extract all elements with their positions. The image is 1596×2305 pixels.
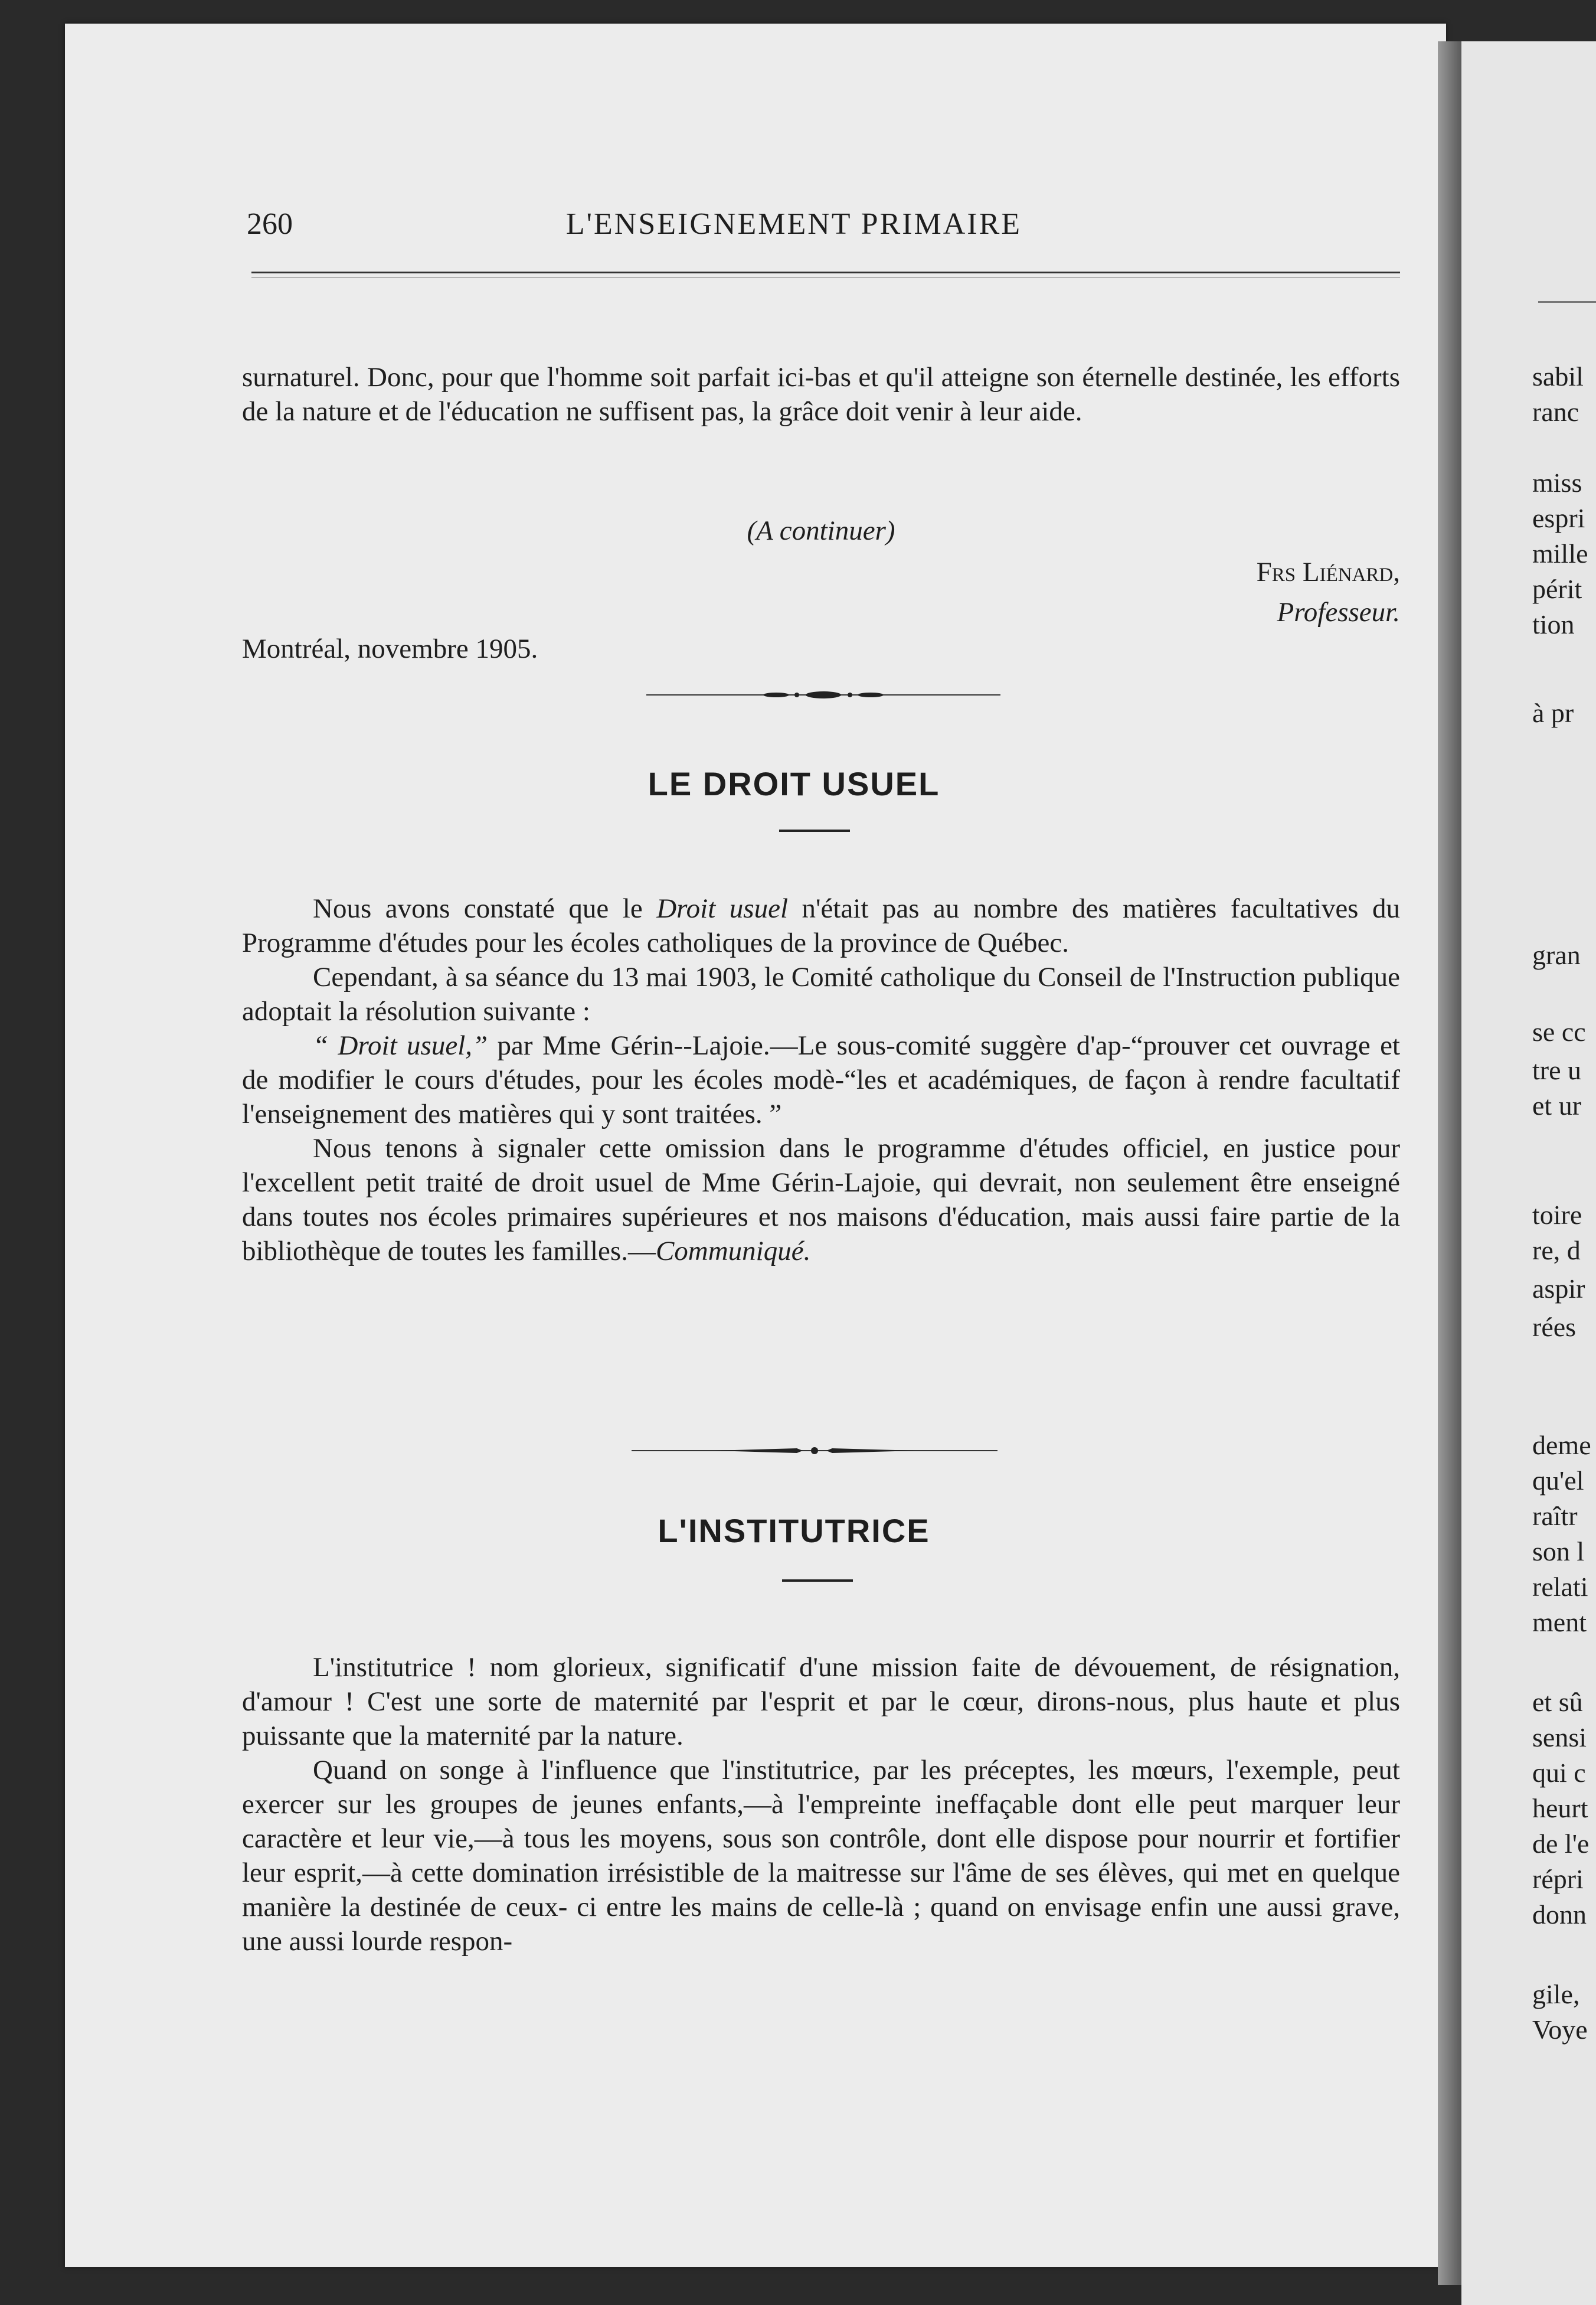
paragraph: L'institutrice ! nom glorieux, significatif d'une mission faite de dévouement, de résignation, d'amour ! C'est une sorte de maternité par l'esprit et par le cœur, dirons-nous, plus haute et plus puissante que la maternité par la nature.: [242, 1652, 1400, 1751]
adjacent-line: se cc: [1532, 1017, 1586, 1047]
adjacent-line: re, d: [1532, 1235, 1581, 1265]
continuation-text: surnaturel. Donc, pour que l'homme soit parfait ici-bas et qu'il atteigne son éternelle destinée, les efforts de la nature et de l'éducation ne suffisent pas, la grâce doit venir à leur aide.: [242, 362, 1400, 427]
section-institutrice-body: [242, 1650, 1400, 1958]
page-number: 260: [247, 207, 293, 241]
adjacent-line: Voye: [1532, 2015, 1588, 2045]
page-gutter: [1438, 41, 1461, 2285]
adjacent-page: [1461, 41, 1596, 2305]
adjacent-line: de l'e: [1532, 1829, 1590, 1859]
section-title-institutrice: L'INSTITUTRICE: [658, 1512, 930, 1549]
paragraph: Quand on songe à l'influence que l'institutrice, par les préceptes, les mœurs, l'exemple, peut exercer sur les groupes de jeunes enfants,—à l'empreinte ineffaçable dont elle peut marquer leur caractère et leur vie,—à tous les moyens, sous son contrôle, dont elle dispose pour nourrir et fortifier leur esprit,—à cette domination irrésistible de la maitresse sur l'âme de ses élèves, qui met en quelque manière la destinée de ceux- ci entre les mains de celle-là ; quand on envisage enfin une aussi grave, une aussi lourde respon-: [242, 1755, 1400, 1957]
adjacent-line: aspir: [1532, 1274, 1585, 1304]
to-be-continued: (A continuer): [747, 515, 895, 546]
adjacent-line: mille: [1532, 538, 1588, 569]
section-title-droit-usuel: LE DROIT USUEL: [647, 765, 940, 802]
quote-paragraph: [242, 1029, 1400, 1131]
adjacent-line: ment: [1532, 1607, 1587, 1637]
adjacent-line: heurt: [1532, 1793, 1588, 1823]
adjacent-line: relati: [1532, 1572, 1588, 1602]
author-title: Professeur.: [1277, 597, 1400, 628]
adjacent-line: à pr: [1532, 698, 1574, 728]
title-underline: [779, 830, 850, 832]
header-rule: [251, 272, 1400, 277]
text-span: Nous avons constaté que le: [313, 893, 657, 924]
adjacent-line: donn: [1532, 1899, 1587, 1929]
adjacent-line: sabil: [1532, 361, 1584, 391]
adjacent-line: et ur: [1532, 1091, 1582, 1121]
paragraph: [242, 892, 1400, 960]
adjacent-line: et sû: [1532, 1687, 1583, 1717]
running-title: L'ENSEIGNEMENT PRIMAIRE: [565, 207, 1022, 241]
adjacent-line: ranc: [1532, 397, 1579, 427]
ornament-divider: [646, 691, 1000, 698]
adjacent-line: qui c: [1532, 1758, 1586, 1788]
text-span: Nous tenons à signaler cette omission dans le programme d'études officiel, en justice pour l'excellent petit traité de droit usuel de Mme Gérin-Lajoie, qui devrait, non seulement être enseigné dans toutes nos écoles primaires supérieures et nos maisons d'éducation, mais aussi faire partie de la bibliothèque de toutes les familles.—: [242, 1133, 1400, 1266]
adjacent-line: gile,: [1532, 1979, 1580, 2009]
signature: Communiqué.: [655, 1236, 811, 1266]
title-underline: [782, 1579, 853, 1582]
section-droit-usuel-body: [242, 892, 1400, 1268]
continuation-paragraph: [242, 360, 1400, 429]
text-span: n'était pas au nombre des matières facultatives du Programme d'études pour les écoles catholiques de la province de Québec.: [242, 893, 1400, 958]
adjacent-line: raîtr: [1532, 1501, 1578, 1531]
adjacent-line: rées: [1532, 1312, 1577, 1342]
author-name: Frs Liénard,: [1256, 557, 1400, 587]
adjacent-line: tion: [1532, 609, 1575, 639]
italic-span: Droit usuel: [656, 893, 789, 924]
adjacent-line: miss: [1532, 468, 1582, 498]
adjacent-line: périt: [1532, 574, 1582, 604]
adjacent-line: qu'el: [1532, 1465, 1584, 1496]
adjacent-line: tre u: [1532, 1055, 1582, 1085]
book-page: [65, 24, 1446, 2267]
paragraph: Cependant, à sa séance du 13 mai 1903, le Comité catholique du Conseil de l'Instruction publique adoptait la résolution suivante :: [242, 962, 1400, 1027]
place-date: Montréal, novembre 1905.: [242, 634, 538, 664]
ornament-divider: [632, 1447, 997, 1454]
paragraph: [242, 1131, 1400, 1268]
adjacent-line: répri: [1532, 1864, 1584, 1894]
adjacent-line: son l: [1532, 1536, 1585, 1566]
adjacent-line: toire: [1532, 1200, 1582, 1230]
adjacent-line: espri: [1532, 503, 1585, 533]
adjacent-line: deme: [1532, 1430, 1591, 1460]
text-span: par Mme Gérin--Lajoie.—Le sous-comité suggère d'ap-“prouver cet ouvrage et de modifier le cours d'études, pour les écoles modè-“les et académiques, de façon à rendre facultatif l'enseignement des matières qui y sont traitées. ”: [242, 1030, 1400, 1129]
adjacent-header-rule: [1538, 301, 1596, 303]
adjacent-line: gran: [1532, 940, 1581, 970]
adjacent-line: sensi: [1532, 1722, 1587, 1752]
italic-span: “ Droit usuel,”: [313, 1030, 488, 1061]
